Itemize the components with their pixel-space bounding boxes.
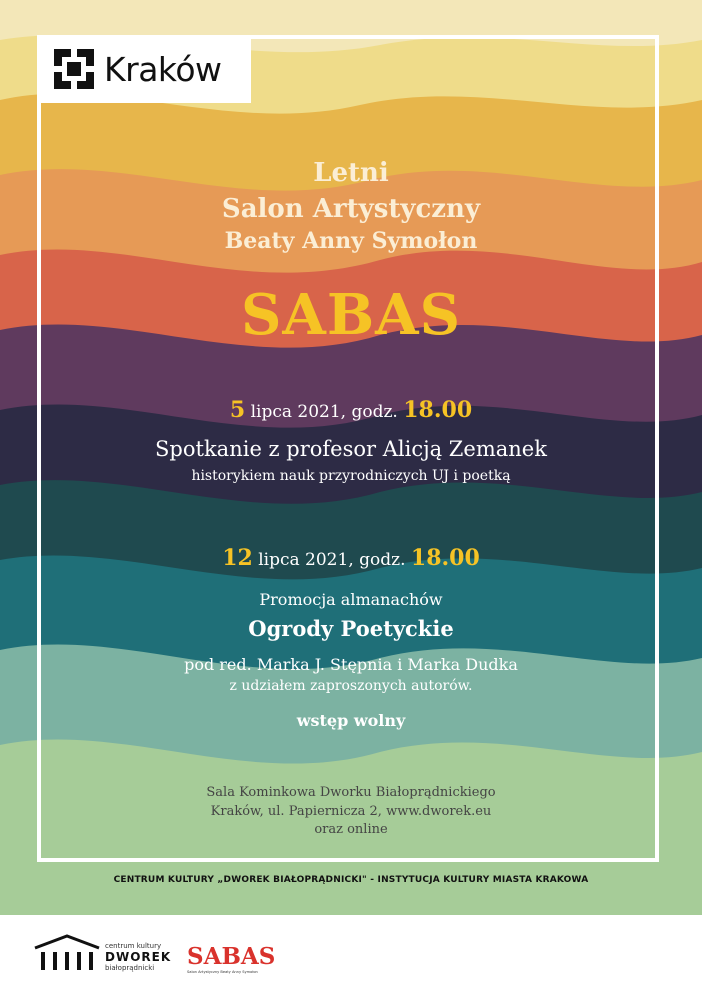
dworek-logo-line2: DWOREK <box>105 950 172 964</box>
sabas-logo-text: SABAS <box>187 943 276 970</box>
event2-day: 12 <box>222 545 253 571</box>
krakow-emblem-icon <box>54 49 94 89</box>
event1-time: 18.00 <box>403 397 473 423</box>
event2-editors: pod red. Marka J. Stępnia i Marka Dudka <box>184 655 518 674</box>
entry-info: wstęp wolny <box>296 711 406 730</box>
venue-line1: Sala Kominkowa Dworku Białoprądnickiego <box>206 785 496 800</box>
dworek-logo-line1: centrum kultury <box>105 942 162 950</box>
heading-letni: Letni <box>313 158 389 188</box>
dworek-logo <box>33 934 183 974</box>
event1-date-text: lipca 2021, godz. <box>250 402 398 422</box>
event1-day: 5 <box>229 397 246 423</box>
logo-text: Kraków <box>104 49 222 89</box>
sabas-title: SABAS <box>240 282 462 348</box>
venue-line2: Kraków, ul. Papiernicza 2, www.dworek.eu <box>210 804 492 819</box>
krakow-logo <box>37 35 251 103</box>
event2-date-text: lipca 2021, godz. <box>258 550 406 570</box>
heading-beaty: Beaty Anny Symołon <box>224 228 478 254</box>
event2-line1: Promocja almanachów <box>259 590 443 609</box>
sabas-logo <box>185 940 276 976</box>
event1-title: Spotkanie z profesor Alicją Zemanek <box>155 437 547 461</box>
event2-time: 18.00 <box>410 545 480 571</box>
event1-subtitle: historykiem nauk przyrodniczych UJ i poetką <box>191 468 511 484</box>
event2-title: Ogrody Poetyckie <box>248 616 454 641</box>
dworek-logo-line3: białoprądnicki <box>105 964 155 972</box>
venue-line3: oraz online <box>314 822 388 837</box>
heading-salon: Salon Artystyczny <box>221 194 481 224</box>
event1-date <box>0 397 702 423</box>
event2-authors: z udziałem zaproszonych autorów. <box>229 678 473 694</box>
event2-date <box>0 545 702 571</box>
sabas-logo-tagline: Salon Artystyczny Beaty Anny Symołon <box>187 970 258 974</box>
footer-institution: CENTRUM KULTURY „DWOREK BIAŁOPRĄDNICKI" - INSTYTUCJA KULTURY MIASTA KRAKOWA <box>113 875 589 885</box>
